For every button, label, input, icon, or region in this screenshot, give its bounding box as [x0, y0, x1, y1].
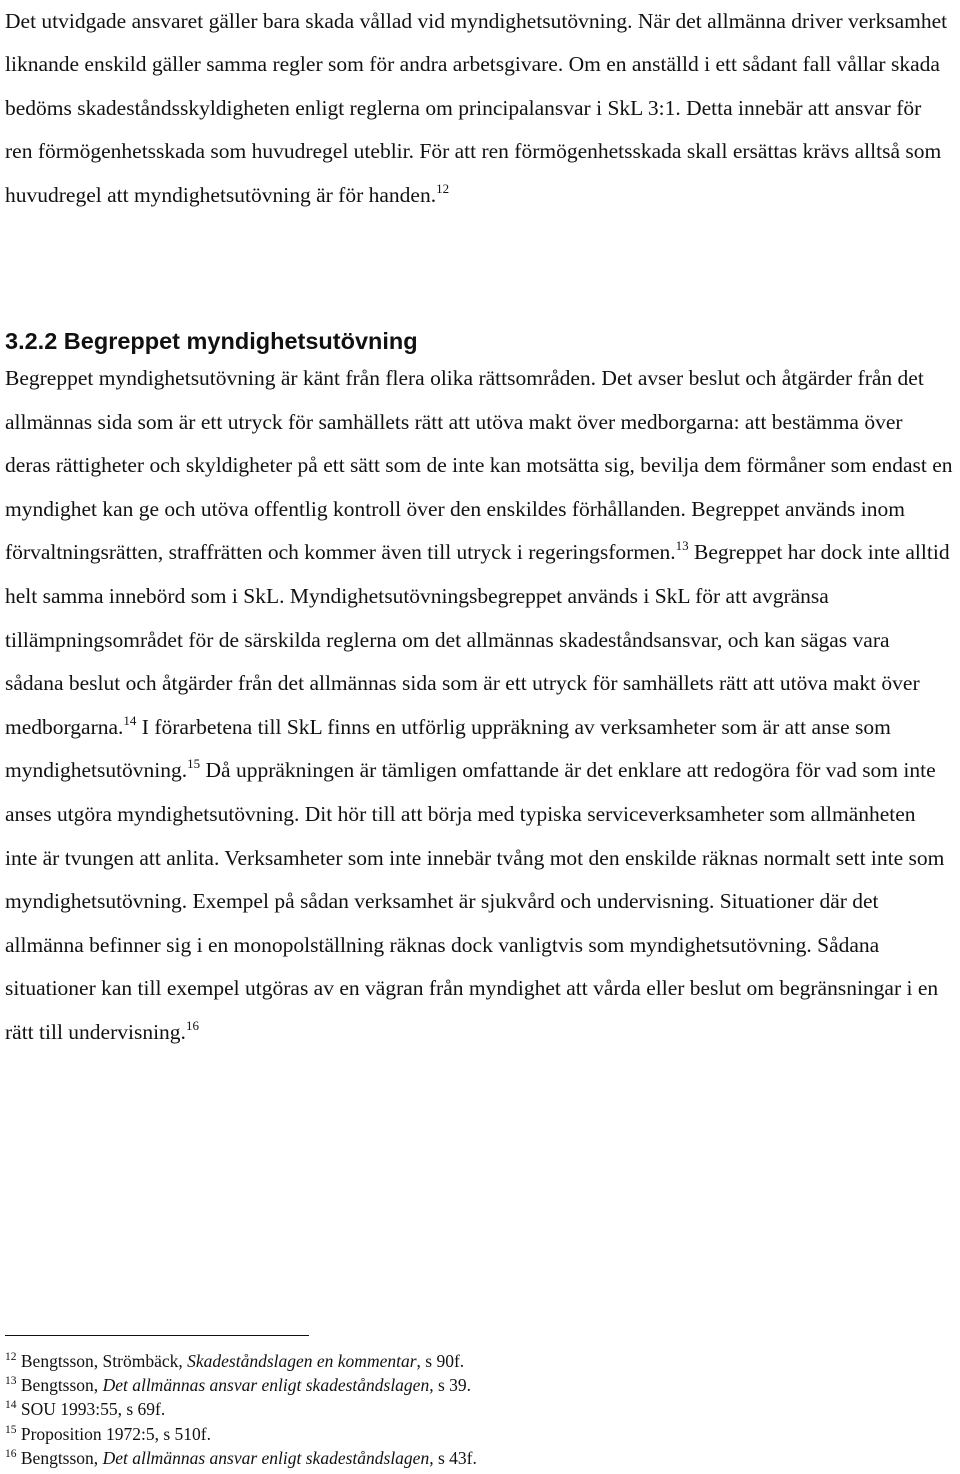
paragraph-text: Det utvidgade ansvaret gäller bara skada vållad vid myndighetsutövning. När det allmänna driver verksamhet liknande enskild gäller samma regler som för andra arbetsgivare. Om en anställd i ett sådant fall vållar skada bedöms skadeståndsskyldigheten enligt reglerna om principalansvar i SkL 3:1. Detta innebär att ansvar för ren förmögenhetsskada som huvudregel uteblir. För att ren förmögenhetsskada skall ersättas krävs alltså som huvudregel att myndighetsutövning är för handen. — [5, 9, 948, 207]
footnote-15 — [5, 1422, 945, 1446]
footnote-ref-14[interactable]: 14 — [123, 712, 137, 728]
footnote-title: Det allmännas ansvar enligt skadeståndslagen, — [102, 1375, 434, 1396]
footnote-text: SOU 1993:55, s 69f. — [16, 1399, 166, 1420]
footnote-12 — [5, 1349, 945, 1373]
footnote-16 — [5, 1446, 945, 1470]
paragraph-text: Begreppet har dock inte alltid helt samma innebörd som i SkL. Myndighetsutövningsbegreppet används i SkL för att avgränsa tillämpningsområdet för de särskilda reglerna om det allmännas skadeståndsansvar, och kan sägas vara sådana beslut och åtgärder från det allmännas sida som är ett utryck för samhällets rätt att utöva makt över medborgarna. — [5, 540, 950, 739]
footnote-ref-12[interactable]: 12 — [436, 180, 450, 196]
footnote-number: 13 — [5, 1375, 17, 1388]
footnote-text: s 39. — [433, 1375, 472, 1396]
footnote-number: 14 — [5, 1399, 17, 1412]
footnote-ref-15[interactable]: 15 — [187, 756, 201, 772]
body-paragraph-2 — [5, 357, 953, 1055]
footnote-title: Skadeståndslagen en kommentar — [187, 1351, 417, 1371]
footnotes — [5, 1349, 945, 1470]
footnote-text: Bengtsson, — [16, 1375, 103, 1396]
footnote-title: Det allmännas ansvar enligt skadeståndslagen, — [102, 1447, 434, 1468]
body-paragraph-1 — [5, 0, 953, 217]
footnote-ref-13[interactable]: 13 — [675, 538, 689, 554]
footnote-text: s 43f. — [433, 1447, 477, 1468]
paragraph-text: I förarbetena till SkL finns en utförlig uppräkning av verksamheter som är att anse som myndighetsutövning. — [5, 714, 891, 783]
footnote-number: 15 — [5, 1423, 17, 1436]
footnote-ref-16[interactable]: 16 — [185, 1017, 199, 1033]
footnote-text: Bengtsson, — [16, 1447, 103, 1468]
footnote-separator — [5, 1335, 309, 1336]
footnote-13 — [5, 1373, 945, 1397]
footnote-14 — [5, 1397, 945, 1421]
section-heading: 3.2.2 Begreppet myndighetsutövning — [5, 328, 418, 354]
footnote-number: 12 — [5, 1351, 17, 1363]
paragraph-text: Då uppräkningen är tämligen omfattande är det enklare att redogöra för vad som inte anses utgöra myndighetsutövning. Dit hör till att börja med typiska serviceverksamheter som allmänheten inte är tvungen att anlita. Verksamheter som inte innebär tvång mot den enskilde räknas normalt sett inte som myndighetsutövning. Exempel på sådan verksamhet är sjukvård och undervisning. Situationer där det allmänna befinner sig i en monopolställning räknas dock vanligtvis som myndighetsutövning. Sådana situationer kan till exempel utgöras av en vägran från myndighet att vårda eller beslut om begränsningar i en rätt till undervisning. — [5, 758, 945, 1044]
paragraph-text: Begreppet myndighetsutövning är känt från flera olika rättsområden. Det avser beslut och åtgärder från det allmännas sida som är ett utryck för samhällets rätt att utöva makt över medborgarna: att bestämma över deras rättigheter och skyldigheter på ett sätt som de inte kan motsätta sig, bevilja dem förmåner som endast en myndighet kan ge och utöva offentlig kontroll över den enskildes förhållanden. Begreppet används inom förvaltningsrätten, straffrätten och kommer även till utryck i regeringsformen. — [5, 366, 953, 565]
footnote-text: Bengtsson, Strömbäck, — [16, 1351, 188, 1371]
footnote-number: 16 — [5, 1447, 17, 1460]
footnote-text: Proposition 1972:5, s 510f. — [16, 1423, 211, 1444]
footnote-text: , s 90f. — [416, 1351, 465, 1371]
